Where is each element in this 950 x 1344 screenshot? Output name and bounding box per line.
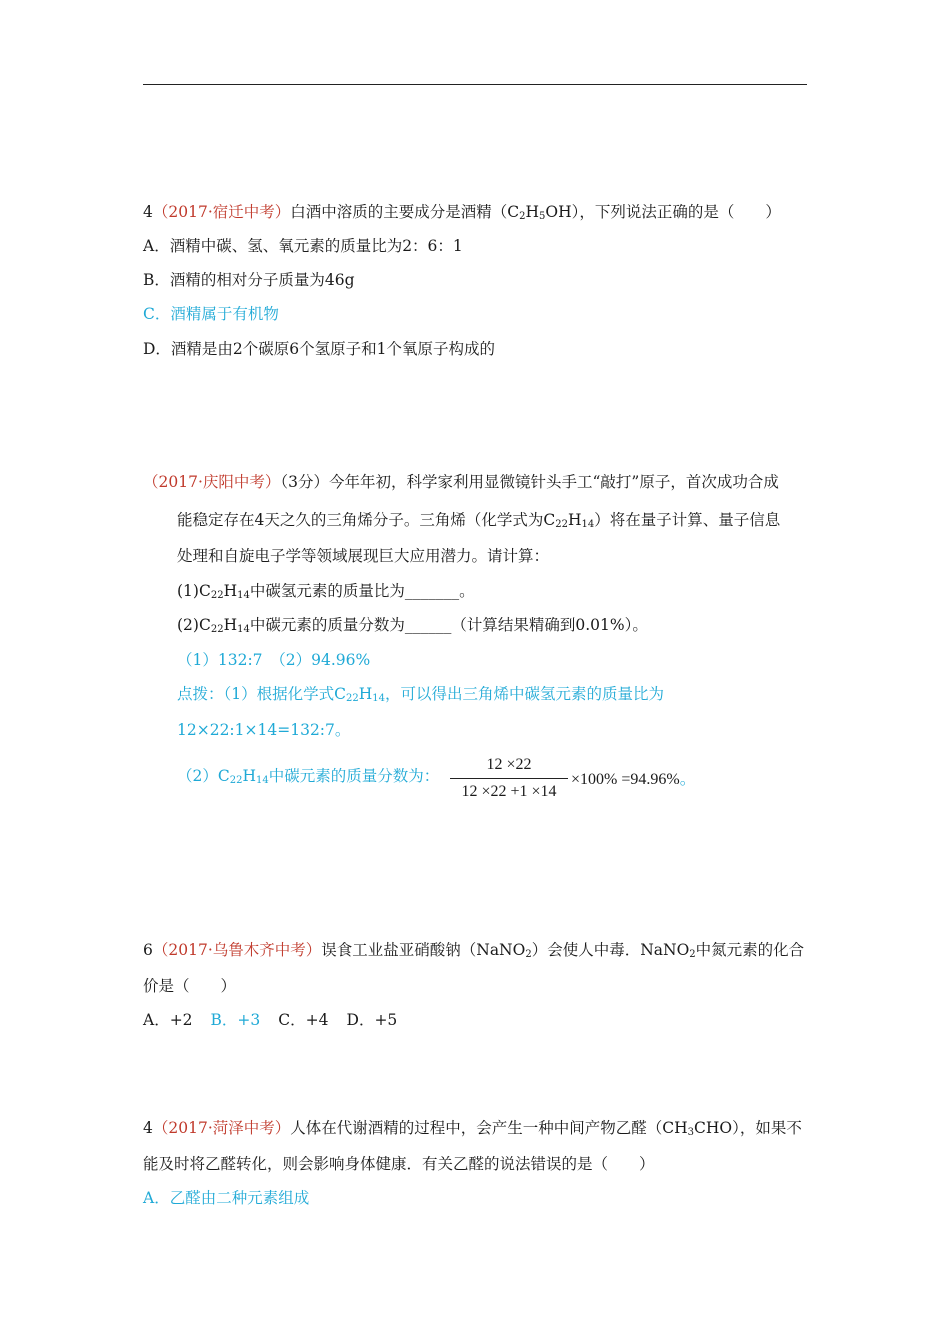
q1-stem: 4（2017·宿迁中考）白酒中溶质的主要成分是酒精$(C_2H_5OH)$，下列说法正确的是（ ） [143, 203, 781, 222]
q4-stem: 4（2017·菏泽中考）人体在代谢酒精的过程中，会产生一种中间产物乙醛$(CH_3CHO)$，如果不 [143, 1119, 802, 1138]
q2-line-1: （2017·庆阳中考）（3分）今年年初，科学家利用显微镜针头手工“敲打”原子，首次成功合成 [143, 473, 779, 491]
q3-stem: 6（2017·乌鲁木齐中考）误食工业盐亚硝酸钠（NaNO$_2$）会使人中毒．NaNO$_2$中氮元素的化合 [143, 941, 805, 960]
q2-sub-question-2: $(2)C_{22}H_{14}$中碳元素的质量分数为______（计算结果精确到0.01%）。 [177, 616, 648, 635]
header-rule [143, 84, 807, 85]
fraction-bar [450, 778, 568, 779]
q3-option-c: C．+4 [278, 1011, 329, 1029]
fraction-denominator: 12 ×22 +1 ×14 [461, 783, 557, 800]
q1-option-a: A．酒精中碳、氢、氧元素的质量比为2：6：1 [143, 237, 463, 255]
q1-option-b: B．酒精的相对分子质量为46g [143, 271, 355, 289]
q4-stem-2: 能及时将乙醛转化，则会影响身体健康．有关乙醛的说法错误的是（ ） [143, 1155, 655, 1173]
q3-option-a: A．+2 [143, 1011, 193, 1029]
q3-stem-2: 价是（ ） [143, 977, 237, 995]
q2-hint-1: 点拨：（1）根据化学式$C_{22}H_{14}$，可以得出三角烯中碳氢元素的质量比为 [177, 685, 664, 704]
q4-option-a-answer: A．乙醛由二种元素组成 [143, 1189, 310, 1207]
q3-option-b-answer: B．+3 [210, 1011, 261, 1029]
q2-source: （2017·庆阳中考） [143, 473, 281, 491]
q1-option-c-answer: C．酒精属于有机物 [143, 305, 279, 323]
q3-option-d: D．+5 [346, 1011, 398, 1029]
fraction-result: ×100% =94.96%。 [571, 771, 696, 788]
fraction-numerator: 12 ×22 [486, 756, 532, 773]
q1-option-d: D．酒精是由2个碳原6个氢原子和1个氧原子构成的 [143, 340, 496, 358]
q2-sub-question-1: $(1)C_{22}H_{14}$中碳氢元素的质量比为_______。 [177, 582, 475, 601]
q2-line-2: 能稳定存在4天之久的三角烯分子。三角烯（化学式为$C_{22}H_{14}$）将在量子计算、量子信息 [177, 511, 781, 530]
q2-hint-3: $(2)C_{22}H_{14}$中碳元素的质量分数为： [177, 767, 440, 786]
q2-hint-2: 12×22:1×14=132:7。 [177, 721, 351, 739]
q1-source: （2017·宿迁中考） [152, 203, 291, 221]
q3-options [143, 1010, 397, 1030]
q3-source: （2017·乌鲁木齐中考） [152, 941, 322, 959]
q2-answer: （1）132:7 （2）94.96% [177, 651, 371, 669]
q4-source: （2017·菏泽中考） [152, 1119, 291, 1137]
q2-line-3: 处理和自旋电子学等领域展现巨大应用潜力。请计算： [177, 547, 550, 565]
mass-fraction-formula [450, 754, 568, 803]
